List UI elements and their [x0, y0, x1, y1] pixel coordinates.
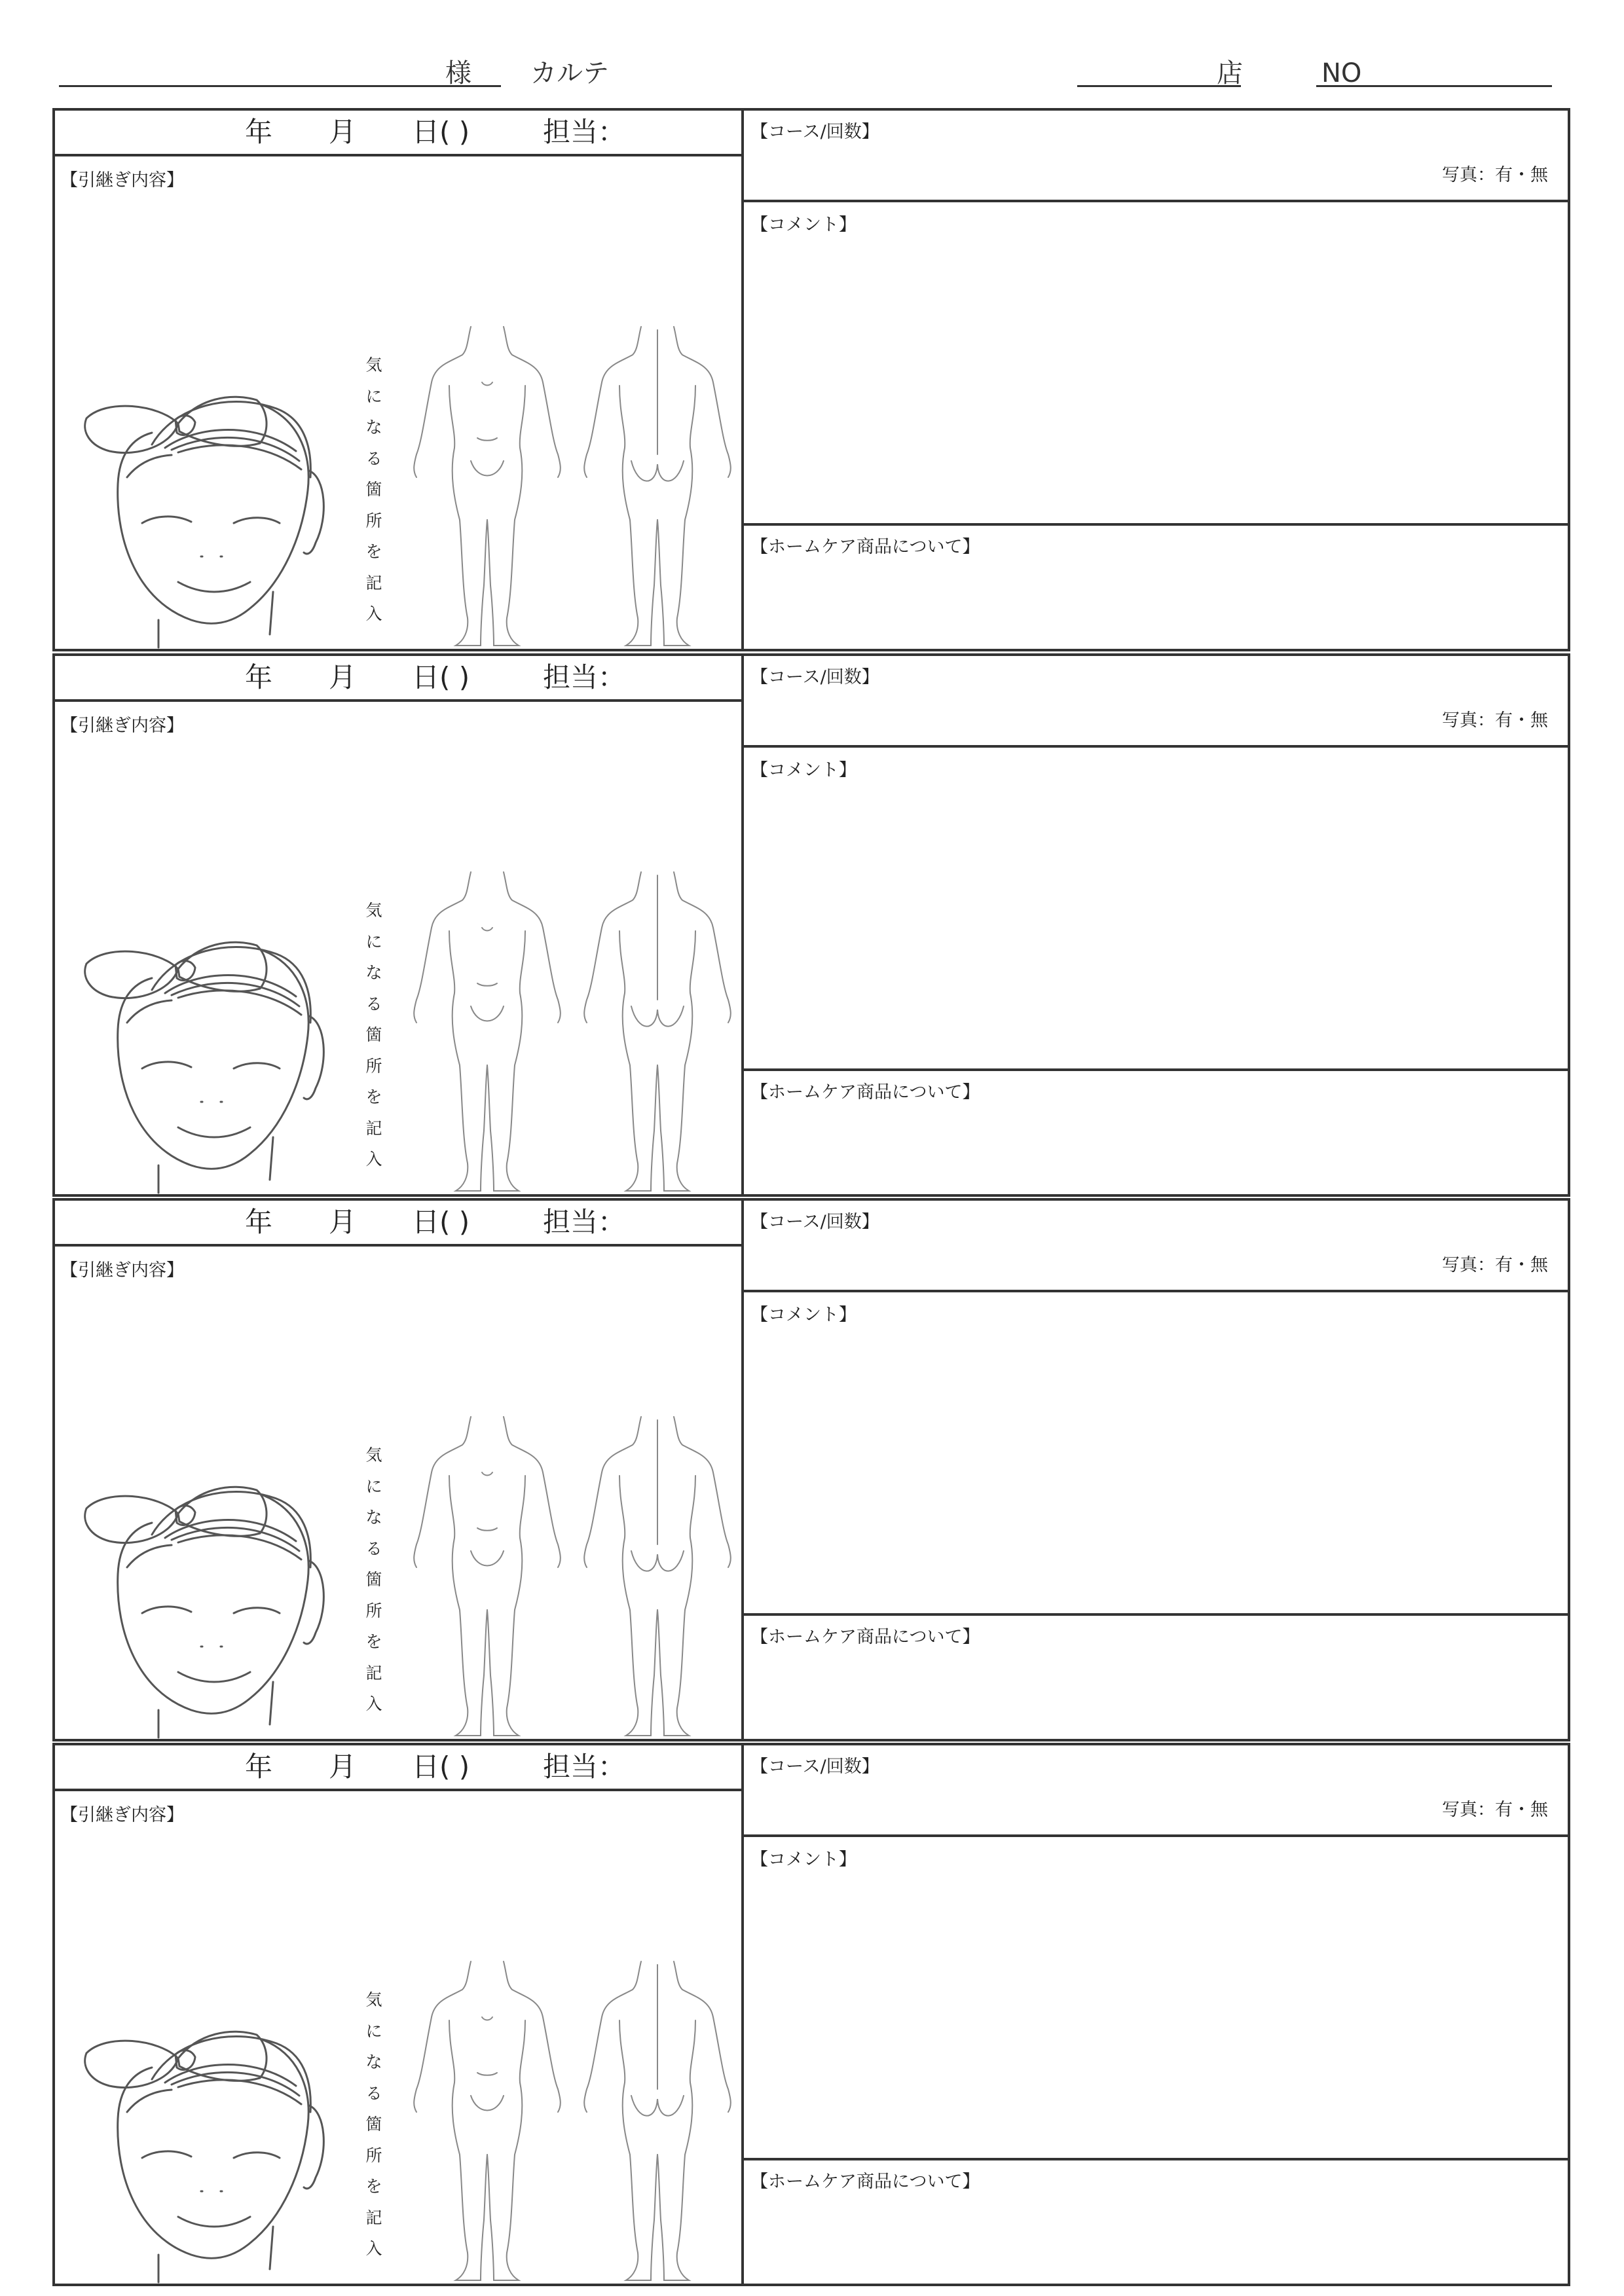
body-front-diagram[interactable]	[409, 323, 566, 651]
document-title: カルテ	[530, 58, 609, 88]
staff-label: 担当：	[543, 1751, 626, 1783]
concern-char: 所	[365, 2145, 382, 2165]
photo-label[interactable]: 写真：有・無	[1442, 710, 1548, 731]
homecare-area[interactable]	[750, 562, 1556, 634]
concern-char: に	[365, 386, 382, 406]
year-label: 年	[245, 661, 273, 693]
karte-entry	[52, 1743, 1570, 2286]
customer-suffix: 様	[445, 58, 471, 88]
right-panel	[744, 111, 1568, 649]
comment-area[interactable]	[750, 787, 1556, 1062]
comment-area[interactable]	[750, 242, 1556, 517]
concern-char: 気	[365, 901, 382, 920]
concern-char: 気	[365, 355, 382, 374]
concern-char: 入	[365, 1694, 382, 1713]
concern-char: な	[365, 1508, 382, 1527]
face-diagram[interactable]	[60, 327, 348, 654]
comment-divider	[744, 1068, 1568, 1071]
concern-char: 所	[365, 1056, 382, 1076]
homecare-label: 【ホームケア商品について】	[750, 1627, 980, 1647]
day-label: 日( )	[412, 116, 470, 148]
concern-char: 気	[365, 1990, 382, 2009]
concern-char: 所	[365, 1601, 382, 1620]
concern-char: る	[365, 448, 382, 468]
homecare-label: 【ホームケア商品について】	[750, 2172, 980, 2192]
comment-label: 【コメント】	[750, 1305, 857, 1325]
concern-char: 所	[365, 511, 382, 530]
handover-label: 【引継ぎ内容】	[60, 1805, 184, 1825]
body-back-diagram[interactable]	[579, 323, 736, 651]
karte-entry	[52, 1198, 1570, 1741]
concern-char: な	[365, 2052, 382, 2071]
concern-char: 箇	[365, 1025, 382, 1044]
date-staff-row[interactable]	[55, 656, 741, 702]
comment-divider	[744, 523, 1568, 526]
month-label: 月	[329, 1751, 357, 1783]
comment-area[interactable]	[750, 1332, 1556, 1607]
body-front-diagram[interactable]	[409, 1958, 566, 2286]
concern-char: 箇	[365, 1570, 382, 1589]
face-diagram[interactable]	[60, 872, 348, 1199]
handover-label: 【引継ぎ内容】	[60, 170, 184, 191]
concern-char: 入	[365, 2239, 382, 2258]
body-back-diagram[interactable]	[579, 869, 736, 1196]
no-label: NO	[1321, 58, 1362, 88]
right-panel	[744, 1201, 1568, 1739]
comment-label: 【コメント】	[750, 1850, 857, 1870]
right-panel	[744, 656, 1568, 1194]
comment-divider	[744, 1613, 1568, 1616]
homecare-label: 【ホームケア商品について】	[750, 1082, 980, 1102]
face-diagram[interactable]	[60, 1417, 348, 1744]
comment-label: 【コメント】	[750, 760, 857, 780]
concern-char: 記	[365, 2208, 382, 2227]
concern-char: 入	[365, 1150, 382, 1169]
customer-name-line[interactable]	[59, 85, 501, 87]
concern-area-instruction	[363, 1984, 385, 2265]
body-back-diagram[interactable]	[579, 1958, 736, 2286]
photo-label[interactable]: 写真：有・無	[1442, 1800, 1548, 1820]
year-label: 年	[245, 1206, 273, 1238]
karte-entry	[52, 653, 1570, 1197]
concern-char: に	[365, 1476, 382, 1496]
left-panel	[55, 656, 744, 1194]
course-label: 【コース/回数】	[750, 122, 879, 142]
homecare-label: 【ホームケア商品について】	[750, 537, 980, 557]
concern-char: を	[365, 2177, 382, 2196]
handover-label: 【引継ぎ内容】	[60, 1260, 184, 1281]
comment-divider	[744, 2158, 1568, 2160]
course-label: 【コース/回数】	[750, 1757, 879, 1777]
concern-char: な	[365, 963, 382, 982]
day-label: 日( )	[412, 661, 470, 693]
date-staff-row[interactable]	[55, 1745, 741, 1791]
concern-char: 記	[365, 1118, 382, 1138]
concern-char: 記	[365, 1663, 382, 1683]
left-panel	[55, 1201, 744, 1739]
concern-char: 入	[365, 604, 382, 623]
handover-label: 【引継ぎ内容】	[60, 716, 184, 736]
concern-char: に	[365, 932, 382, 951]
concern-char: 箇	[365, 480, 382, 499]
day-label: 日( )	[412, 1206, 470, 1238]
concern-char: を	[365, 1632, 382, 1651]
concern-char: を	[365, 1087, 382, 1106]
body-front-diagram[interactable]	[409, 1413, 566, 1741]
comment-area[interactable]	[750, 1876, 1556, 2151]
course-divider	[744, 1834, 1568, 1837]
course-label: 【コース/回数】	[750, 1212, 879, 1232]
year-label: 年	[245, 1751, 273, 1783]
homecare-area[interactable]	[750, 1652, 1556, 1724]
course-divider	[744, 745, 1568, 748]
month-label: 月	[329, 116, 357, 148]
concern-char: 記	[365, 573, 382, 592]
concern-area-instruction	[363, 350, 385, 630]
concern-area-instruction	[363, 895, 385, 1175]
concern-char: る	[365, 1539, 382, 1558]
concern-char: る	[365, 994, 382, 1013]
month-label: 月	[329, 1206, 357, 1238]
record-number-line[interactable]	[1316, 85, 1552, 87]
day-label: 日( )	[412, 1751, 470, 1783]
karte-entry	[52, 108, 1570, 651]
left-panel	[55, 1745, 744, 2284]
date-staff-row[interactable]	[55, 1201, 741, 1247]
concern-char: 気	[365, 1446, 382, 1465]
photo-label[interactable]: 写真：有・無	[1442, 165, 1548, 185]
concern-area-instruction	[363, 1440, 385, 1720]
body-front-diagram[interactable]	[409, 869, 566, 1196]
concern-char: を	[365, 542, 382, 561]
face-diagram[interactable]	[60, 1961, 348, 2289]
staff-label: 担当：	[543, 116, 626, 148]
right-panel	[744, 1745, 1568, 2284]
course-label: 【コース/回数】	[750, 667, 879, 687]
course-divider	[744, 200, 1568, 202]
staff-label: 担当：	[543, 1206, 626, 1238]
photo-label[interactable]: 写真：有・無	[1442, 1255, 1548, 1275]
homecare-area[interactable]	[750, 1108, 1556, 1180]
body-back-diagram[interactable]	[579, 1413, 736, 1741]
month-label: 月	[329, 661, 357, 693]
comment-label: 【コメント】	[750, 215, 857, 235]
concern-char: 箇	[365, 2115, 382, 2134]
homecare-area[interactable]	[750, 2197, 1556, 2269]
concern-char: る	[365, 2083, 382, 2103]
date-staff-row[interactable]	[55, 111, 741, 156]
staff-label: 担当：	[543, 661, 626, 693]
year-label: 年	[245, 116, 273, 148]
course-divider	[744, 1290, 1568, 1292]
store-suffix: 店	[1217, 58, 1243, 88]
concern-char: に	[365, 2021, 382, 2041]
left-panel	[55, 111, 744, 649]
concern-char: な	[365, 418, 382, 437]
